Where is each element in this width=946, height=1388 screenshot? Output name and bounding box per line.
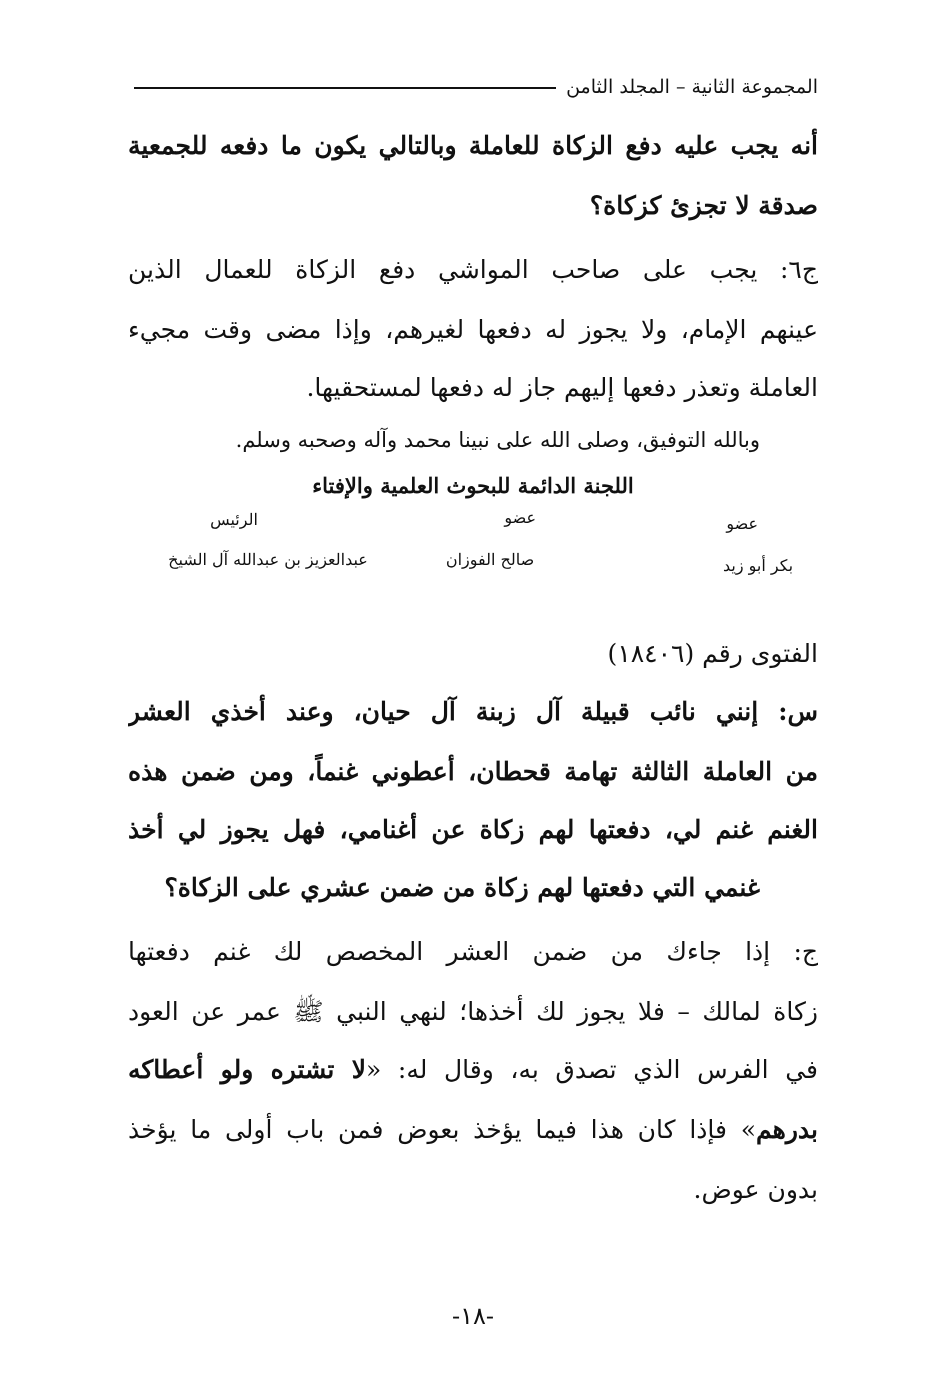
fatwa-answer-line-1: ج: إذا جاءك من ضمن العشر المخصص لك غنم دفعتها — [128, 937, 818, 966]
signatories — [128, 506, 818, 596]
closing-supplication: وبالله التوفيق، وصلى الله على نبينا محمد وآله وصحبه وسلم. — [235, 428, 760, 452]
signatory-2-name: صالح الفوزان — [445, 550, 535, 569]
hadith-quote-part-2: بدرهم — [756, 1115, 818, 1144]
answer-line-4-text: » فإذا كان هذا فيما يؤخذ بعوض فمن باب أولى ما يؤخذ — [128, 1115, 757, 1144]
question-end-line-1: أنه يجب عليه دفع الزكاة للعاملة وبالتالي يكون ما دفعه للجمعية — [128, 131, 818, 160]
page-number: -١٨- — [452, 1302, 494, 1330]
committee-name: اللجنة الدائمة للبحوث العلمية والإفتاء — [312, 473, 634, 498]
question-line-4: غنمي التي دفعتها لهم زكاة من ضمن عشري على الزكاة؟ — [164, 873, 760, 902]
question-line-2: من العاملة الثالثة تهامة قحطان، أعطوني غنماً، ومن ضمن هذه — [128, 757, 818, 786]
header-rule — [134, 87, 556, 89]
signatory-3-role: الرئيس — [210, 510, 258, 529]
fatwa-answer-line-5: بدون عوض. — [693, 1175, 818, 1204]
fatwa-number: الفتوى رقم (١٨٤٠٦) — [607, 639, 818, 668]
answer-line-1: ج٦: يجب على صاحب المواشي دفع الزكاة للعمال الذين — [128, 255, 818, 284]
fatwa-answer-line-4 — [128, 1110, 818, 1150]
question-line-3: الغنم غنم لي، دفعتها لهم زكاة عن أغنامي، فهل يجوز لي أخذ — [128, 815, 818, 844]
header-title: المجموعة الثانية – المجلد الثامن — [566, 76, 818, 98]
fatwa-answer-line-2: زكاة لمالك – فلا يجوز لك أخذها؛ لنهي النبي ﷺ عمر عن العود — [128, 997, 818, 1026]
question-line-1: س: إنني نائب قبيلة آل زبنة آل حيان، وعند أخذي العشر — [128, 697, 818, 726]
hadith-quote-part-1: لا تشتره ولو أعطاكه — [128, 1055, 366, 1084]
answer-line-2: عينهم الإمام، ولا يجوز له دفعها لغيرهم، وإذا مضى وقت مجيء — [128, 315, 818, 344]
signatory-2-role: عضو — [504, 508, 536, 527]
signatory-1-name: بكر أبو زيد — [722, 556, 794, 575]
answer-line-3: العاملة وتعذر دفعها إليهم جاز له دفعها لمستحقيها. — [306, 373, 818, 402]
running-header — [134, 70, 818, 104]
question-end-line-2: صدقة لا تجزئ كزكاة؟ — [589, 191, 818, 220]
signatory-3-name: عبدالعزيز بن عبدالله آل الشيخ — [168, 550, 368, 569]
signatory-1-role: عضو — [726, 514, 758, 533]
fatwa-answer-line-3 — [128, 1050, 818, 1090]
answer-line-3-text: في الفرس الذي تصدق به، وقال له: « — [365, 1055, 818, 1084]
